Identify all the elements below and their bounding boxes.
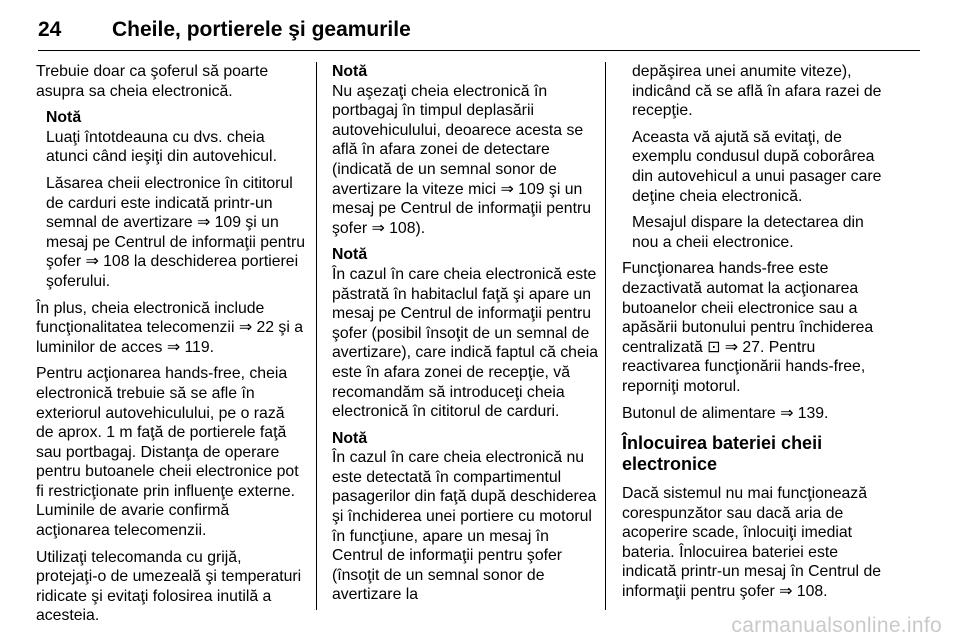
note-continuation bbox=[622, 62, 892, 252]
note-text: depăşirea unei anumite viteze), indicând că se află în afara razei de recepţie. bbox=[632, 63, 882, 120]
watermark: carmanualsonline.info bbox=[731, 614, 942, 637]
paragraph: Trebuie doar ca şoferul să poarte asupra sa cheia electronică. bbox=[36, 63, 269, 100]
paragraph: Butonul de alimentare ⇒ 139. bbox=[622, 404, 829, 422]
page-header bbox=[38, 10, 920, 51]
paragraph: În plus, cheia electronică include funcţionalitatea telecomenzii ⇒ 22 şi a luminilor de acces ⇒ 119. bbox=[36, 299, 304, 356]
note-block bbox=[36, 108, 306, 291]
note-label: Notă bbox=[332, 429, 368, 447]
column-1 bbox=[36, 62, 306, 633]
note-label: Notă bbox=[46, 109, 82, 127]
paragraph: Pentru acţionarea hands-free, cheia electronică trebuie să se afle în exteriorul autovehiculului, pe o rază de aprox. 1 m faţă de portierele faţă sau portbagaj. Distanţa de operare pentru butoanele cheii electronice pot fi restricţionate prin influenţe externe. Luminile de avarie confirmă acţionarea telecomenzii. bbox=[36, 365, 299, 540]
note-text: În cazul în care cheia electronică nu este detectată în compartimentul pasagerilor din faţă după deschiderea şi închiderea unei portiere cu motorul în funcţiune, apare un mesaj în Centrul de informaţii pentru şofer (însoţit de un semnal sonor de avertizare la bbox=[332, 449, 597, 604]
note-label: Notă bbox=[332, 63, 368, 80]
note-text: Mesajul dispare la detectarea din nou a cheii electronice. bbox=[632, 214, 864, 251]
paragraph: Funcţionarea hands-free este dezactivată automat la acţionarea butoanelor cheii electronice sau a apăsării butonului pentru închiderea centralizată ⊡ ⇒ 27. Pentru reactivarea funcţionării hands-free, reporniţi motorul. bbox=[622, 260, 874, 395]
column-2 bbox=[332, 62, 600, 612]
note-label: Notă bbox=[332, 246, 368, 264]
paragraph: Dacă sistemul nu mai funcţionează corespunzător sau dacă aria de acoperire scade, înlocuiţi imediat bateria. Înlocuirea bateriei este indicată printr-un mesaj în Centrul de informaţii pentru şofer ⇒ 108. bbox=[622, 485, 882, 601]
column-divider bbox=[605, 62, 606, 610]
page-title: Cheile, portierele şi geamurile bbox=[112, 18, 411, 41]
column-3 bbox=[622, 62, 892, 609]
note-text: Luaţi întotdeauna cu dvs. cheia atunci când ieşiţi din autovehicul. bbox=[46, 128, 277, 166]
column-divider bbox=[316, 62, 317, 610]
section-heading: Înlocuirea bateriei cheii electronice bbox=[622, 433, 823, 475]
page-number: 24 bbox=[38, 18, 62, 41]
note-text: Nu aşezaţi cheia electronică în portbagaj în timpul deplasării autovehiculului, deoarece acesta se află în afara zonei de detectare (indicată de un semnal sonor de avertizare la viteze mici ⇒ 109 şi un mesaj pe Centrul de informaţii pentru şofer ⇒ 108). bbox=[332, 82, 592, 237]
paragraph: Utilizaţi telecomanda cu grijă, protejaţi-o de umezeală şi temperaturi ridicate şi evitaţi folosirea inutilă a acesteia. bbox=[36, 548, 302, 625]
note-text: În cazul în care cheia electronică este păstrată în habitaclul faţă şi apare un mesaj pe Centrul de informaţii pentru şofer (posibil însoţit de un semnal de avertizare), care indică faptul că cheia este în afara zonei de recepţie, vă recomandăm să introduceţi cheia electronică în cititorul de carduri. bbox=[332, 265, 599, 421]
note-text: Lăsarea cheii electronice în cititorul de carduri este indicată printr-un semnal de avertizare ⇒ 109 şi un mesaj pe Centrul de informaţii pentru şofer ⇒ 108 la deschiderea portierei şoferului. bbox=[46, 174, 306, 290]
note-text: Aceasta vă ajută să evitaţi, de exemplu condusul după coborârea din autovehicul a unui pasager care deţine cheia electronică. bbox=[632, 128, 882, 205]
